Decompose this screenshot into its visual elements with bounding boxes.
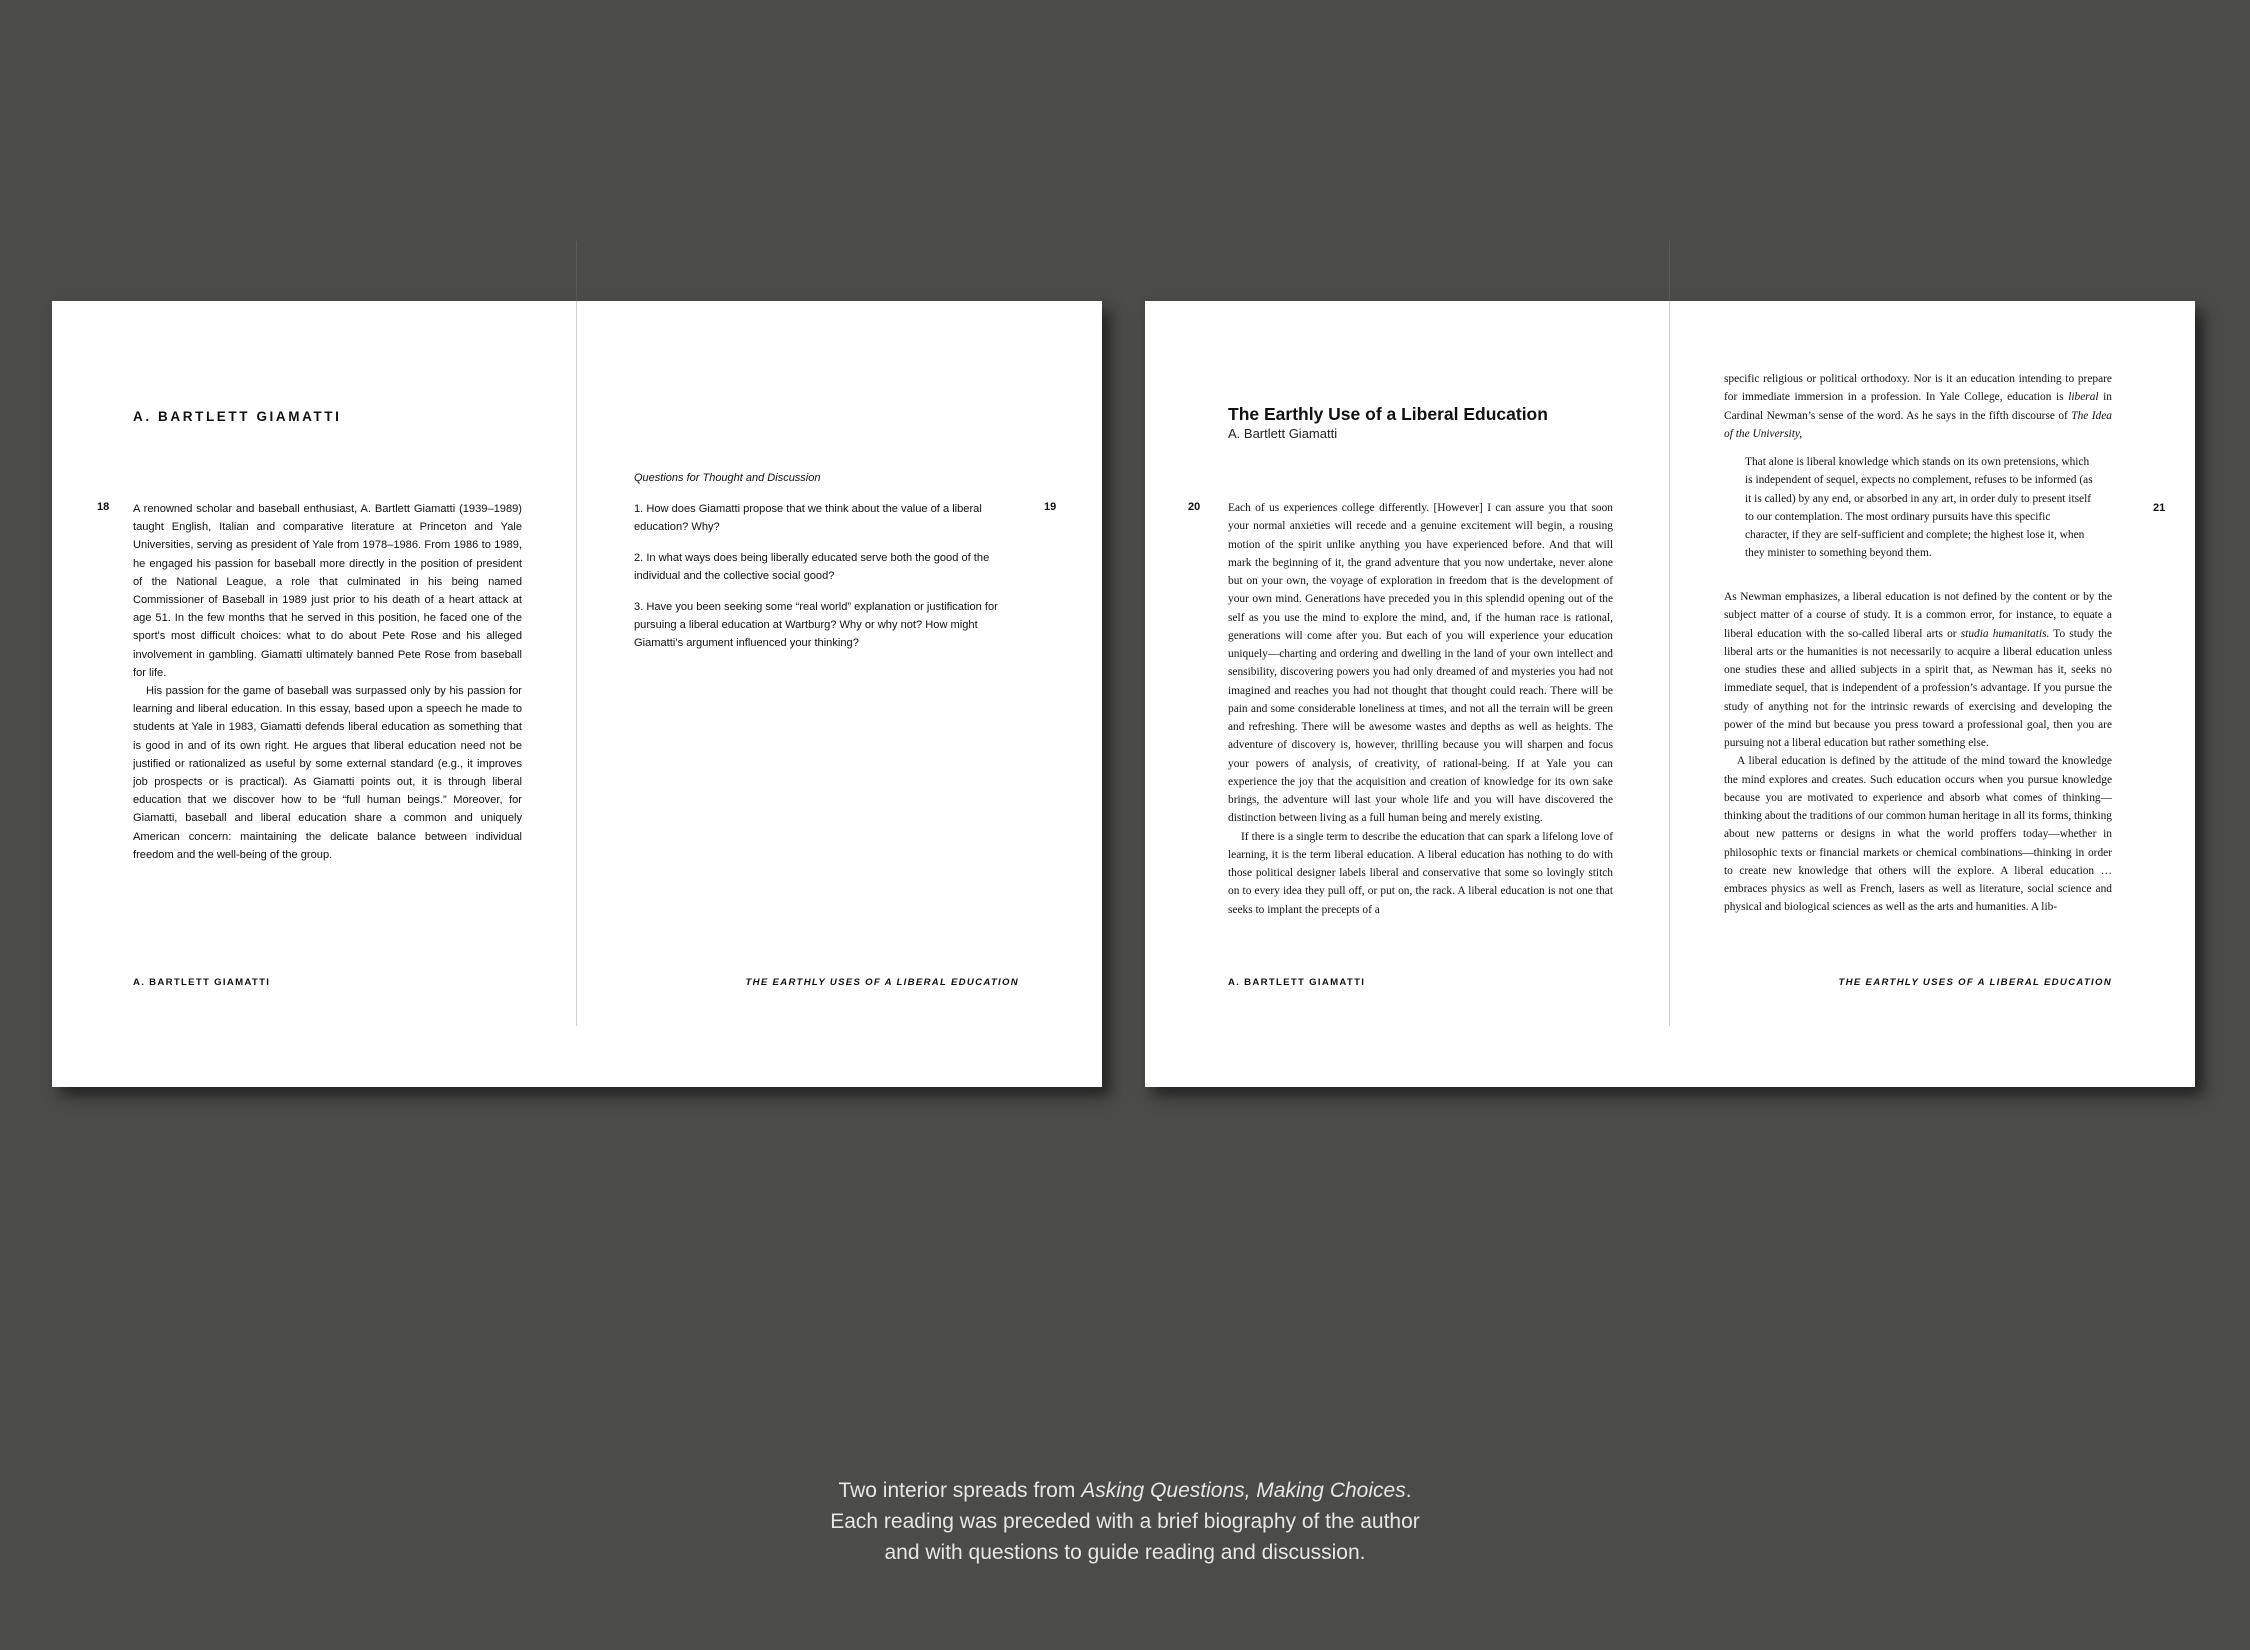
essay-paragraph: specific religious or political orthodoxy. Nor is it an education intending to prepare for immediate immersion in a profession. In Yale College, education is liberal in Cardinal Newman’s sense of the word. As he says in the fifth discourse of The Idea of the University,: [1724, 373, 2112, 440]
page-number: 20: [1188, 501, 1201, 513]
author-heading: A. BARTLETT GIAMATTI: [133, 409, 342, 424]
essay-body-continued: [1724, 370, 2112, 443]
caption-line: Two interior spreads from Asking Questions, Making Choices.: [838, 1479, 1412, 1502]
gutter-extension: [1669, 241, 1670, 301]
essay-paragraph: As Newman emphasizes, a liberal education is not defined by the content or by the subject matter of a course of study. It is a common error, for instance, to equate a liberal education with the so-called liberal arts or studia humanitatis. To study the liberal arts or the humanities is not necessarily to acquire a liberal education unless one studies these and allied subjects in a spirit that, as Newman has it, seeks no immediate sequel, that is independent of a profession’s advantage. If you pursue the study of anything not for the intrinsic rewards of exercising and developing the power of the mind but because you press toward a professional goal, then you are pursuing not a liberal education but rather something else.: [1724, 591, 2113, 749]
author-biography: [133, 500, 522, 864]
running-footer: THE EARTHLY USES OF A LIBERAL EDUCATION: [1838, 977, 2112, 988]
biography-paragraph: His passion for the game of baseball was surpassed only by his passion for learning and liberal education. In this essay, based upon a speech he made to students at Yale in 1983, Giamatti defends liberal education as something that is good in and of its own right. He argues that liberal education need not be justified or rationalized as useful by some external standard (e.g., it improves job prospects or is practical). As Giamatti points out, it is through liberal education that we discover how to be “full human beings.” Moreover, for Giamatti, baseball and liberal education share a common and uniquely American concern: maintaining the delicate balance between individual freedom and the well-being of the group.: [133, 685, 522, 861]
essay-body-continued: [1724, 588, 2112, 917]
question-item: 1. How does Giamatti propose that we think about the value of a liberal education? Why?: [634, 503, 982, 533]
page-19: [577, 301, 1101, 1087]
caption-line: and with questions to guide reading and discussion.: [884, 1541, 1366, 1564]
question-item: 2. In what ways does being liberally educated serve both the good of the individual and the collective social good?: [634, 552, 990, 582]
biography-paragraph: A renowned scholar and baseball enthusiast, A. Bartlett Giamatti (1939–1989) taught English, Italian and comparative literature at Princeton and Yale Universities, serving as president of Yale from 1978–1986. From 1986 to 1989, he engaged his passion for baseball more directly in the position of president of the National League, a role that culminated in his being named Commissioner of Baseball in 1989 just prior to his death of a heart attack at age 51. In the few months that he served in this position, he faced one of the sport's most difficult choices: what to do about Pete Rose and his alleged involvement in gambling. Giamatti ultimately banned Pete Rose from baseball for life.: [133, 503, 522, 679]
essay-paragraph: Each of us experiences college differently. [However] I can assure you that soon your normal anxieties will recede and a genuine excitement will begin, a rousing motion of the spirit unlike anything you have experienced before. And that will mark the beginning of it, the grand adventure that you now undertake, never alone but on your own, the voyage of exploration in freedom that is the development of your own mind. Generations have preceded you in this splendid opening out of the self as you use the mind to explore the mind, and, if the human race is rational, generations will come after you. But each of you will experience your education uniquely—charting and ordering and dwelling in the land of your own intellect and sensibility, discovering powers you had only dreamed of and mysteries you had not imagined and reaches you had not thought that thought could reach. There will be pain and some considerable loneliness at times, and not all the terrain will be green and refreshing. There will be awesome wastes and depths as well as heights. The adventure of discovery is, however, thrilling because you will sharpen and focus your powers of analysis, of creativity, of rational-being. If at Yale you can experience the joy that the acquisition and creation of knowledge for its own sake brings, the adventure will last your whole life and you will have discovered the distinction between living as a full human being and merely existing.: [1228, 502, 1613, 825]
essay-paragraph: If there is a single term to describe the education that can spark a lifelong love of learning, it is the term liberal education. A liberal education has nothing to do with those political designer labels liberal and conservative that some so lovingly stitch on to every idea they pull off, or put on, the rack. A liberal education is not one that seeks to implant the precepts of a: [1228, 830, 1613, 916]
essay-body: [1228, 499, 1613, 919]
caption: [0, 1475, 2250, 1568]
page-20: [1145, 301, 1669, 1087]
essay-title: The Earthly Use of a Liberal Education: [1228, 404, 1548, 424]
page-21: [1670, 301, 2194, 1087]
newman-block-quote: That alone is liberal knowledge which stands on its own pretensions, which is independent of sequel, expects no complement, refuses to be informed (as it is called) by any end, or absorbed in any art, in order duly to present itself to our contemplation. The most ordinary pursuits have this specific character, if they are self-sufficient and complete; the highest lose it, when they minister to something beyond them.: [1745, 456, 2093, 560]
page-number: 21: [2153, 502, 2166, 514]
spread-pages-18-19: [52, 301, 1102, 1087]
questions-list: [634, 500, 1026, 665]
running-footer: THE EARTHLY USES OF A LIBERAL EDUCATION: [745, 977, 1019, 988]
question-item: 3. Have you been seeking some “real world” explanation or justification for pursuing a liberal education at Wartburg? Why or why not? How might Giamatti’s argument influenced your thinking?: [634, 601, 998, 649]
running-footer: A. BARTLETT GIAMATTI: [133, 977, 271, 988]
questions-heading: Questions for Thought and Discussion: [634, 472, 821, 484]
spread-pages-20-21: [1145, 301, 2195, 1087]
page-number: 18: [97, 501, 110, 513]
gutter-extension: [576, 241, 577, 301]
caption-line: Each reading was preceded with a brief biography of the author: [830, 1510, 1420, 1533]
page-number: 19: [1044, 501, 1057, 513]
running-footer: A. BARTLETT GIAMATTI: [1228, 977, 1366, 988]
page-18: [52, 301, 576, 1087]
essay-paragraph: A liberal education is defined by the attitude of the mind toward the knowledge the mind explores and creates. Such education occurs when you pursue knowledge because you are motivated to experience and absorb what comes of thinking—thinking about the traditions of our common human heritage in all its forms, thinking about new patterns or designs in what the world proffers today—whether in philosophic texts or financial markets or chemical combinations—thinking in order to create new knowledge that others will the explore. A liberal education … embraces physics as well as French, lasers as well as literature, social science and physical and biological sciences as well as the arts and humanities. A lib-: [1724, 755, 2112, 914]
essay-author: A. Bartlett Giamatti: [1228, 426, 1338, 441]
